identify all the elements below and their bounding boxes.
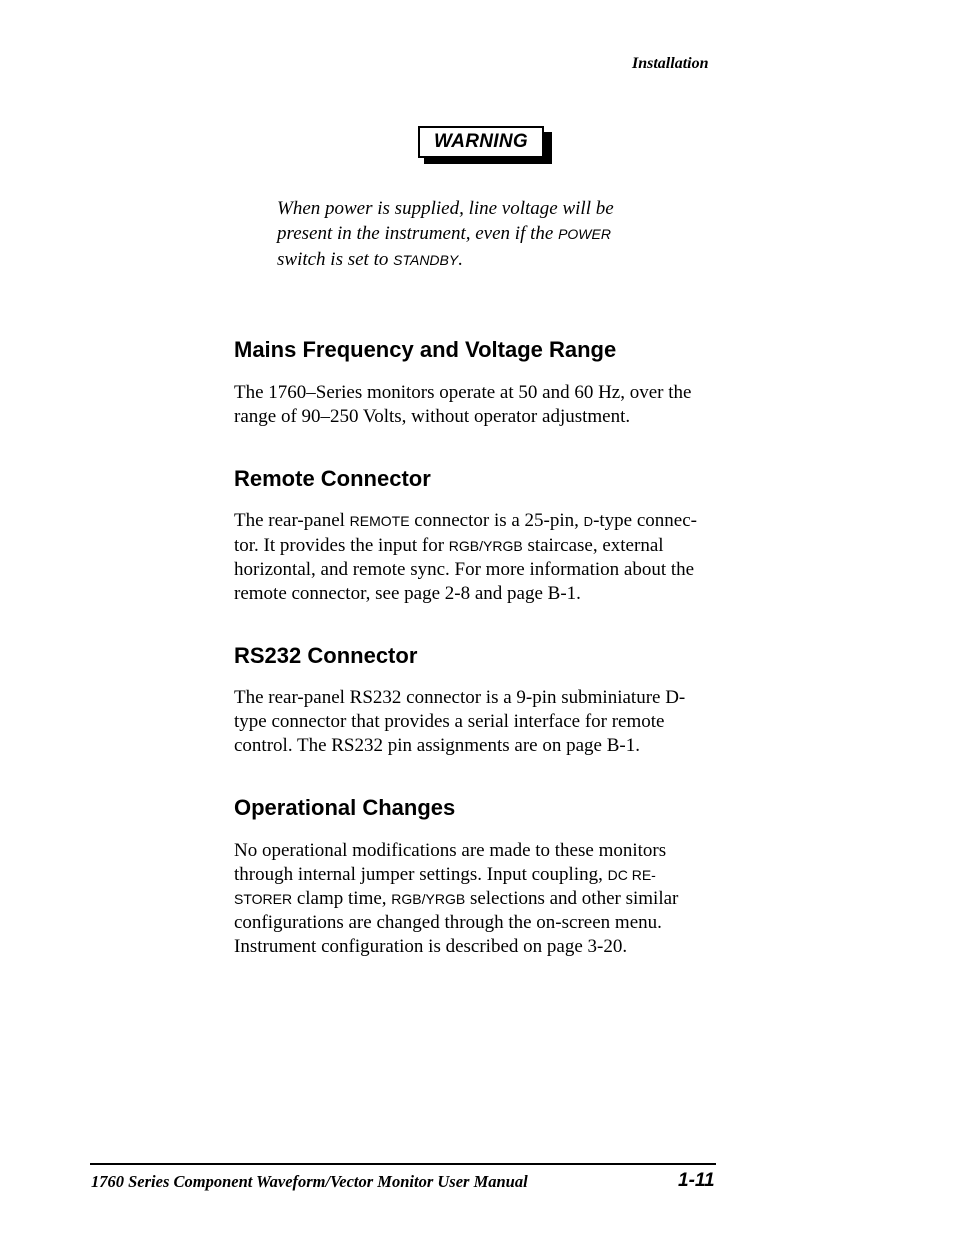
remote-term: REMOTE [349,513,410,529]
mains-line-2: range of 90–250 Volts, without operator adjustment. [234,406,631,427]
warning-label-box: WARNING [418,126,544,158]
operational-line-2a: through internal jumper settings. Input coupling, [234,864,608,885]
warning-line-3: switch is set to [277,249,394,270]
operational-section-body [234,839,754,959]
running-header: Installation [632,55,709,72]
remote-line-4: remote connector, see page 2-8 and page B-1. [234,583,581,604]
warning-line-2: present in the instrument, even if the [277,223,559,244]
remote-line-1c: -type connec- [593,510,697,531]
operational-line-1: No operational modifications are made to these monitors [234,840,667,861]
rs232-section-body [234,686,754,758]
rs232-line-1: The rear-panel RS232 connector is a 9-pin subminiature D- [234,687,686,708]
rs232-section-title: RS232 Connector [234,643,418,668]
rs232-line-3: control. The RS232 pin assignments are on page B-1. [234,735,640,756]
remote-section-title: Remote Connector [234,466,431,491]
page-number: 1-11 [678,1170,715,1191]
remote-line-3: horizontal, and remote sync. For more information about the [234,559,695,580]
warning-label [418,126,544,158]
power-term: POWER [558,226,611,242]
operational-line-3b: selections and other similar [465,888,679,909]
standby-term: STANDBY [393,252,459,268]
d-term: D [583,514,594,529]
mains-section-title: Mains Frequency and Voltage Range [234,337,617,362]
rgb-term-2: RGB/YRGB [391,891,466,907]
remote-section-body [234,509,754,606]
footer-title: 1760 Series Component Waveform/Vector Monitor User Manual [91,1172,528,1191]
mains-line-1: The 1760–Series monitors operate at 50 and 60 Hz, over the [234,382,692,403]
dc-restorer-term-a: DC RE- [607,867,656,883]
operational-line-5: Instrument configuration is described on page 3-20. [234,936,628,957]
dc-restorer-term-b: STORER [234,891,293,907]
rs232-line-2: type connector that provides a serial interface for remote [234,711,665,732]
operational-section-title: Operational Changes [234,795,456,820]
warning-text [277,196,697,273]
operational-line-3a: clamp time, [292,888,392,909]
remote-line-2b: staircase, external [522,535,664,556]
warning-line-1: When power is supplied, line voltage will be [277,198,614,219]
remote-line-1b: connector is a 25-pin, [409,510,584,531]
rgb-term: RGB/YRGB [448,538,523,554]
remote-line-1a: The rear-panel [234,510,350,531]
mains-section-body [234,381,754,429]
remote-line-2a: tor. It provides the input for [234,535,449,556]
footer-rule [90,1163,716,1165]
warning-line-3-end: . [458,249,463,270]
operational-line-4: configurations are changed through the on-screen menu. [234,912,662,933]
